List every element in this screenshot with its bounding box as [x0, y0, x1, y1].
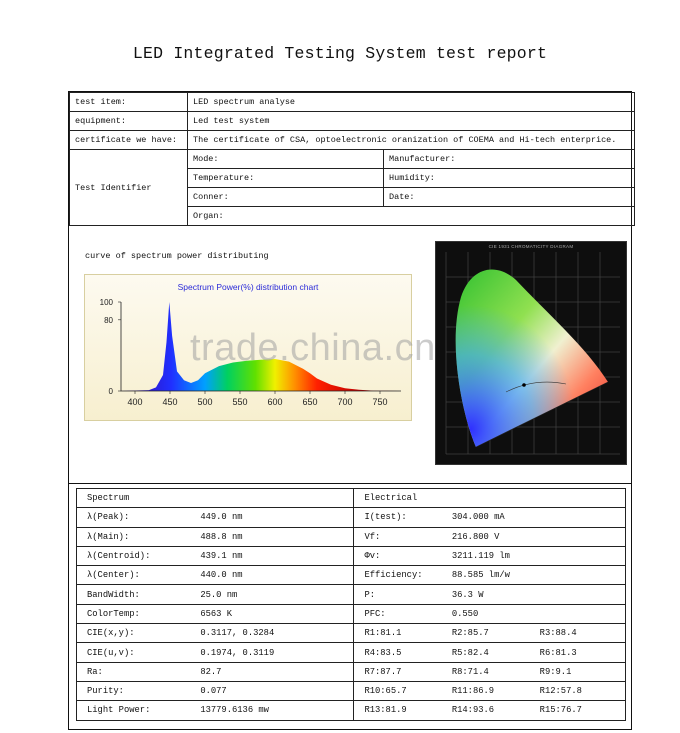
x-tick-label: 650: [302, 397, 318, 407]
r-value: R7:87.7: [354, 662, 442, 681]
x-tick-label: 400: [127, 397, 143, 407]
cie-diagram-title: CIE 1931 CHROMATICITY DIAGRAM: [488, 244, 574, 249]
row-label: Light Power:: [77, 701, 191, 720]
r-value: R11:86.9: [442, 681, 530, 700]
manufacturer-field: Manufacturer:: [384, 150, 635, 169]
r-value: R1:81.1: [354, 624, 442, 643]
row-label: λ(Main):: [77, 527, 191, 546]
r-value: R10:65.7: [354, 681, 442, 700]
row-value: 304.000 mA: [442, 508, 626, 527]
chart-caption: curve of spectrum power distributing: [85, 251, 269, 261]
row-value: 488.8 nm: [190, 527, 354, 546]
row-value: 36.3 W: [442, 585, 626, 604]
y-tick-label: 80: [104, 315, 113, 325]
row-label: CIE(u,v):: [77, 643, 191, 662]
r-value: R2:85.7: [442, 624, 530, 643]
table-row: [77, 566, 626, 585]
table-row: [77, 662, 626, 681]
table-row: [77, 508, 626, 527]
spectrum-header: Spectrum: [77, 489, 354, 508]
equipment-value: Led test system: [188, 112, 635, 131]
r-value: R12:57.8: [530, 681, 626, 700]
row-value: 6563 K: [190, 604, 354, 623]
mode-field: Mode:: [188, 150, 384, 169]
table-row: [77, 701, 626, 720]
row-label: λ(Center):: [77, 566, 191, 585]
row-label: Φv:: [354, 546, 442, 565]
temperature-field: Temperature:: [188, 169, 384, 188]
row-label: Vf:: [354, 527, 442, 546]
x-tick-label: 500: [197, 397, 213, 407]
row-label: ColorTemp:: [77, 604, 191, 623]
humidity-field: Humidity:: [384, 169, 635, 188]
row-label: λ(Centroid):: [77, 546, 191, 565]
table-row: [77, 624, 626, 643]
row-label: PFC:: [354, 604, 442, 623]
table-row: [77, 681, 626, 700]
certificate-value: The certificate of CSA, optoelectronic oranization of COEMA and Hi-tech enterprice.: [188, 131, 635, 150]
watermark: trade.china.cn: [190, 327, 436, 369]
r-value: R15:76.7: [530, 701, 626, 720]
x-tick-label: 600: [267, 397, 283, 407]
row-label: Ra:: [77, 662, 191, 681]
x-tick-label: 700: [337, 397, 353, 407]
row-label: CIE(x,y):: [77, 624, 191, 643]
cie-diagram-svg: [436, 242, 626, 464]
row-value: 440.0 nm: [190, 566, 354, 585]
spectrum-chart-title: Spectrum Power(%) distribution chart: [177, 282, 319, 292]
r-value: R3:88.4: [530, 624, 626, 643]
r-value: R6:81.3: [530, 643, 626, 662]
row-value: 439.1 nm: [190, 546, 354, 565]
cie-diagram: [435, 241, 627, 465]
row-value: 13779.6136 mw: [190, 701, 354, 720]
electrical-header: Electrical: [354, 489, 626, 508]
row-value: 0.550: [442, 604, 626, 623]
r-value: R4:83.5: [354, 643, 442, 662]
table-row: [77, 604, 626, 623]
row-value: 449.0 nm: [190, 508, 354, 527]
test-item-value: LED spectrum analyse: [188, 93, 635, 112]
r-value: R5:82.4: [442, 643, 530, 662]
row-value: 88.585 lm/w: [442, 566, 626, 585]
report-title: LED Integrated Testing System test report: [132, 44, 548, 63]
r-value: R13:81.9: [354, 701, 442, 720]
table-row: [77, 585, 626, 604]
data-table: [76, 488, 626, 721]
x-tick-label: 550: [232, 397, 248, 407]
row-label: I(test):: [354, 508, 442, 527]
r-value: R9:9.1: [530, 662, 626, 681]
conner-field: Conner:: [188, 188, 384, 207]
table-row: [77, 527, 626, 546]
row-label: Efficiency:: [354, 566, 442, 585]
row-label: Purity:: [77, 681, 191, 700]
row-label: λ(Peak):: [77, 508, 191, 527]
y-tick-label: 100: [99, 298, 113, 307]
chromaticity-point: [522, 383, 526, 387]
certificate-label: certificate we have:: [70, 131, 188, 150]
organ-field: Organ:: [188, 207, 635, 226]
row-label: P:: [354, 585, 442, 604]
table-row: [77, 546, 626, 565]
row-value: 0.077: [190, 681, 354, 700]
row-value: 216.800 V: [442, 527, 626, 546]
report-frame: [68, 91, 632, 730]
row-value: 25.0 nm: [190, 585, 354, 604]
r-value: R14:93.6: [442, 701, 530, 720]
row-value: 0.3117, 0.3284: [190, 624, 354, 643]
test-identifier-label: Test Identifier: [70, 150, 188, 226]
test-item-label: test item:: [70, 93, 188, 112]
row-value: 0.1974, 0.3119: [190, 643, 354, 662]
y-tick-label: 0: [108, 387, 113, 396]
row-label: BandWidth:: [77, 585, 191, 604]
x-tick-label: 450: [162, 397, 178, 407]
x-tick-label: 750: [372, 397, 388, 407]
date-field: Date:: [384, 188, 635, 207]
header-table: [69, 92, 635, 226]
row-value: 82.7: [190, 662, 354, 681]
row-value: 3211.119 lm: [442, 546, 626, 565]
r-value: R8:71.4: [442, 662, 530, 681]
equipment-label: equipment:: [70, 112, 188, 131]
table-row: [77, 643, 626, 662]
